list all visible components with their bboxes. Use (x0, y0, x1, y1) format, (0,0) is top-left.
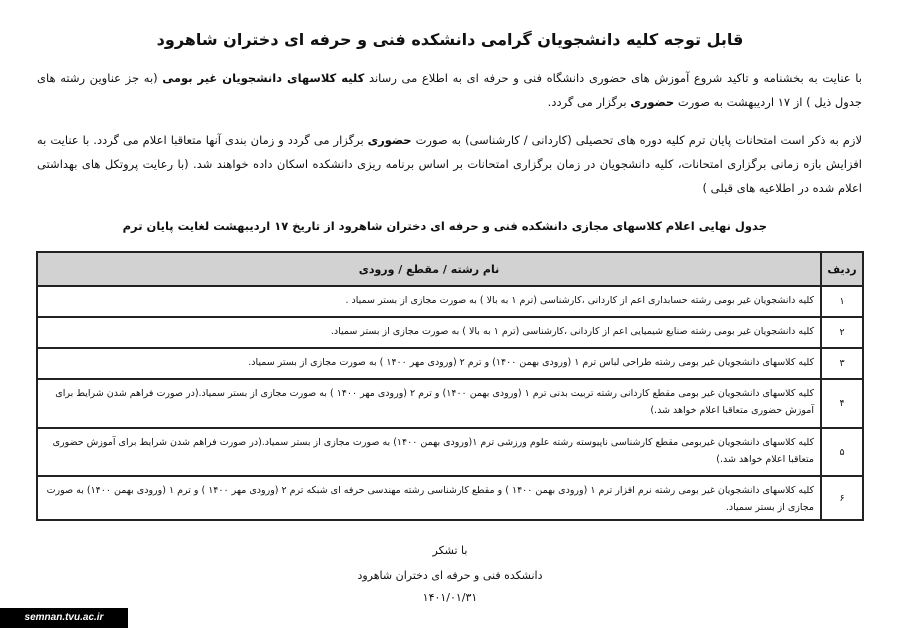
table-row (37, 379, 863, 428)
paragraph-exams-emphasis-inperson: حضوری (367, 133, 412, 147)
table-row (37, 428, 863, 476)
signature-date: ۱۴۰۱/۰۱/۳۱ (422, 591, 478, 604)
paragraph-intro-text-e: برگزار می گردد. (547, 95, 631, 109)
header-row-number: ردیف (821, 252, 863, 286)
row-number: ۶ (821, 476, 863, 520)
paragraph-intro-emphasis-inperson: حضوری (630, 95, 675, 109)
table-row (37, 317, 863, 348)
row-number: ۵ (821, 428, 863, 476)
paragraph-exams (37, 128, 862, 200)
paragraph-intro (37, 66, 862, 114)
row-description: کلیه دانشجویان غیر بومی رشته صنایع شیمیایی اعم از کاردانی ،کارشناسی (ترم ۱ به بالا ) به صورت مجازی از بستر سمیاد. (37, 317, 821, 348)
row-number: ۳ (821, 348, 863, 379)
row-description: کلیه کلاسهای دانشجویان غیربومی مقطع کارشناسی ناپیوسته رشته علوم ورزشی ترم ۱(ورودی بهمن ۱۴۰۰) به صورت مجازی از بستر سمیاد.(در صورت فراهم شدن شرایط برای آموزش حضوری متعاقبا اعلام خواهد شد.) (37, 428, 821, 476)
page-title: قابل توجه کلیه دانشجویان گرامی دانشکده فنی و حرفه ای دختران شاهرود (156, 30, 744, 49)
row-description: کلیه کلاسهای دانشجویان غیر بومی مقطع کاردانی رشته تربیت بدنی ترم ۱ (ورودی بهمن ۱۴۰۰) و ترم ۲ (ورودی مهر ۱۴۰۰ ) به صورت مجازی از بستر سمیاد.(در صورت فراهم شدن شرایط برای آموزش حضوری متعاقبا اعلام خواهد شد.) (37, 379, 821, 428)
table-title: جدول نهایی اعلام کلاسهای مجازی دانشکده فنی و حرفه ای دختران شاهرود از تاریخ ۱۷ اردیبهشت لغایت پایان ترم (122, 219, 767, 233)
paragraph-exams-text-a: لازم به ذکر است امتحانات پایان ترم کلیه دوره های تحصیلی (کاردانی / کارشناسی) به صورت (411, 133, 863, 147)
row-number: ۲ (821, 317, 863, 348)
row-number: ۱ (821, 286, 863, 317)
row-number: ۴ (821, 379, 863, 428)
row-description: کلیه کلاسهای دانشجویان غیر بومی رشته طراحی لباس ترم ۱ (ورودی بهمن ۱۴۰۰) و ترم ۲ (ورودی مهر ۱۴۰۰ ) به صورت مجازی از بستر سمیاد. (37, 348, 821, 379)
signature-organization: دانشکده فنی و حرفه ای دختران شاهرود (357, 569, 543, 582)
website-footer-badge: semnan.tvu.ac.ir (0, 608, 128, 628)
header-field-name: نام رشته / مقطع / ورودی (37, 252, 821, 286)
paragraph-exams-text-c: برگزار می گردد و زمان بندی آنها متعاقبا اعلام می گردد. با عنایت به افزایش بازه زمانی برگزاری امتحانات، کلیه دانشجویان در زمان برگزاری امتحانات بر اساس برنامه ریزی دانشکده اسکان داده خواهند شد. (با رعایت پروتکل های بهداشتی اعلام شده در اطلاعیه های قبلی ) (37, 133, 862, 195)
virtual-classes-table (36, 251, 864, 521)
paragraph-intro-text-c: (به جز عناوین رشته های جدول ذیل ) از ۱۷ اردیبهشت به صورت (37, 71, 862, 109)
row-description: کلیه کلاسهای دانشجویان غیر بومی رشته نرم افزار ترم ۱ (ورودی بهمن ۱۴۰۰ ) و مقطع کارشناسی رشته مهندسی حرفه ای شبکه ترم ۲ (ورودی مهر ۱۴۰۰ ) و ترم ۱ (ورودی بهمن ۱۴۰۰) به صورت مجازی از بستر سمیاد. (37, 476, 821, 520)
paragraph-intro-emphasis-students: کلیه کلاسهای دانشجویان غیر بومی (162, 71, 365, 85)
table-row (37, 286, 863, 317)
table-row (37, 476, 863, 520)
table-header-row (37, 252, 863, 286)
signature-thanks: با تشکر (432, 544, 468, 557)
table-row (37, 348, 863, 379)
paragraph-intro-text-a: با عنایت به بخشنامه و تاکید شروع آموزش های حضوری دانشگاه فنی و حرفه ای به اطلاع می رساند (364, 71, 863, 85)
row-description: کلیه دانشجویان غیر بومی رشته حسابداری اعم از کاردانی ،کارشناسی (ترم ۱ به بالا ) به صورت مجازی از بستر سمیاد . (37, 286, 821, 317)
